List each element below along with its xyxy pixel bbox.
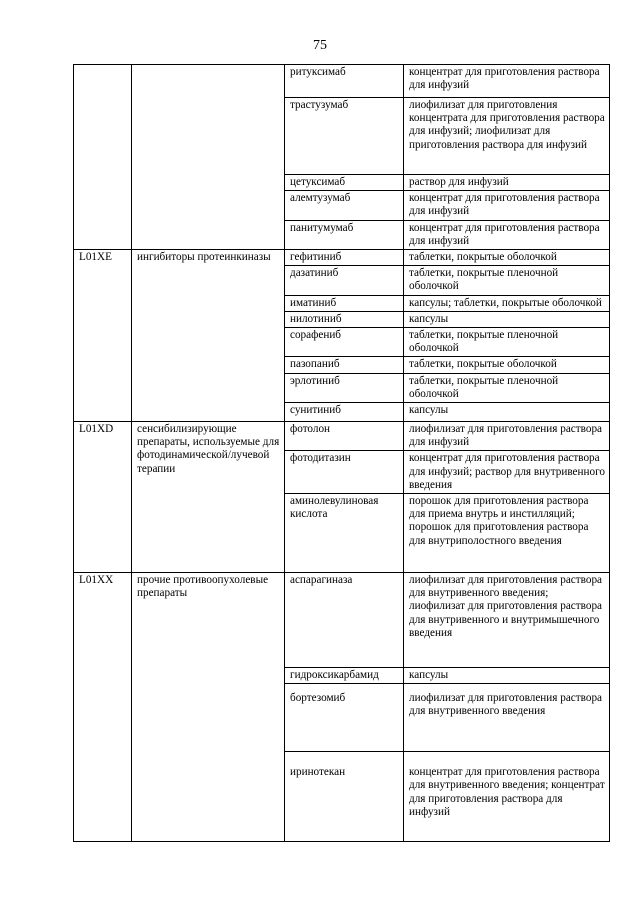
drug-name-cell: фотолон [285, 422, 404, 451]
drug-name-cell: сунитиниб [285, 403, 404, 422]
dosage-form-cell: концентрат для приготовления раствора для инфузий [404, 65, 610, 98]
drug-name-cell: панитумумаб [285, 220, 404, 249]
dosage-form-cell: лиофилизат для приготовления раствора для внутривенного введения [404, 684, 610, 752]
dosage-form-cell: порошок для приготовления раствора для приема внутрь и инстилляций; порошок для приготовления раствора для внутриполостного введения [404, 494, 610, 573]
drug-name-cell: ритуксимаб [285, 65, 404, 98]
atc-code-cell: L01XX [74, 573, 132, 842]
dosage-form-cell: лиофилизат для приготовления раствора для инфузий [404, 422, 610, 451]
drug-name-cell: гидроксикарбамид [285, 668, 404, 684]
dosage-form-cell: таблетки, покрытые пленочной оболочкой [404, 328, 610, 357]
dosage-form-cell: концентрат для приготовления раствора для инфузий; раствор для внутривенного введения [404, 451, 610, 494]
drug-table [73, 64, 610, 842]
dosage-form-cell: капсулы [404, 668, 610, 684]
dosage-form-cell: лиофилизат для приготовления концентрата для приготовления раствора для инфузий; лиофилизат для приготовления раствора для инфузий [404, 98, 610, 175]
drug-name-cell: сорафениб [285, 328, 404, 357]
drug-name-cell: цетуксимаб [285, 175, 404, 191]
drug-name-cell: аминолевулиновая кислота [285, 494, 404, 573]
table-row [74, 65, 610, 98]
dosage-form-cell: капсулы [404, 311, 610, 327]
group-name-cell: сенсибилизирующие препараты, используемые для фотодинамической/лучевой терапии [132, 422, 285, 573]
dosage-form-cell: капсулы; таблетки, покрытые оболочкой [404, 295, 610, 311]
dosage-form-cell: таблетки, покрытые пленочной оболочкой [404, 373, 610, 402]
drug-name-cell: иринотекан [285, 752, 404, 842]
dosage-form-cell: капсулы [404, 403, 610, 422]
page-number: 75 [313, 38, 327, 53]
drug-name-cell: аспарагиназа [285, 573, 404, 668]
drug-name-cell: трастузумаб [285, 98, 404, 175]
drug-table-body [74, 65, 610, 842]
atc-code-cell: L01XD [74, 422, 132, 573]
dosage-form-cell: концентрат для приготовления раствора для внутривенного введения; концентрат для приготовления раствора для инфузий [404, 752, 610, 842]
drug-name-cell: эрлотиниб [285, 373, 404, 402]
group-name-cell: ингибиторы протеинкиназы [132, 250, 285, 422]
dosage-form-cell: таблетки, покрытые пленочной оболочкой [404, 266, 610, 295]
dosage-form-cell: концентрат для приготовления раствора для инфузий [404, 191, 610, 220]
table-row [74, 422, 610, 451]
table-row [74, 250, 610, 266]
atc-code-cell [74, 65, 132, 250]
drug-name-cell: иматиниб [285, 295, 404, 311]
table-row [74, 573, 610, 668]
drug-name-cell: дазатиниб [285, 266, 404, 295]
dosage-form-cell: раствор для инфузий [404, 175, 610, 191]
group-name-cell [132, 65, 285, 250]
drug-name-cell: нилотиниб [285, 311, 404, 327]
dosage-form-cell: концентрат для приготовления раствора для инфузий [404, 220, 610, 249]
dosage-form-cell: лиофилизат для приготовления раствора для внутривенного введения; лиофилизат для приготовления раствора для внутривенного и внутримышечного введения [404, 573, 610, 668]
drug-name-cell: фотодитазин [285, 451, 404, 494]
drug-name-cell: пазопаниб [285, 357, 404, 373]
dosage-form-cell: таблетки, покрытые оболочкой [404, 357, 610, 373]
dosage-form-cell: таблетки, покрытые оболочкой [404, 250, 610, 266]
drug-name-cell: бортезомиб [285, 684, 404, 752]
group-name-cell: прочие противоопухолевые препараты [132, 573, 285, 842]
atc-code-cell: L01XE [74, 250, 132, 422]
drug-name-cell: гефитиниб [285, 250, 404, 266]
drug-name-cell: алемтузумаб [285, 191, 404, 220]
